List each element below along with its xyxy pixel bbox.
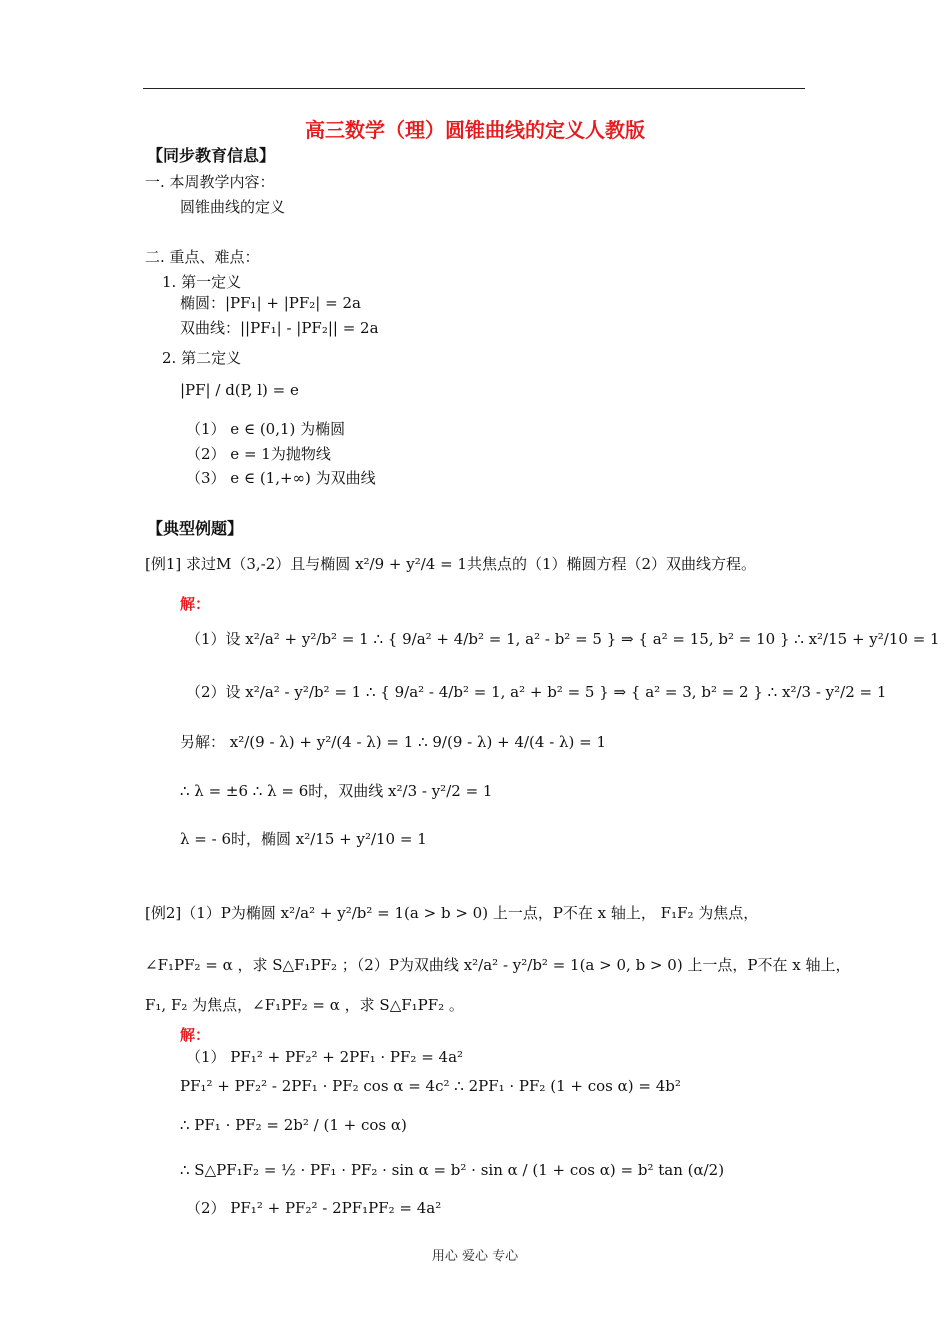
formula-line: （1） e ∈ (0,1) 为椭圆 (186, 420, 346, 438)
section-heading-examples: 【典型例题】 (147, 519, 244, 538)
example-line: [例1] 求过M（3,-2）且与椭圆 x²/9 + y²/4 = 1共焦点的（1）椭圆方程（2）双曲线方程。 (145, 555, 757, 573)
text-line: 1. 第一定义 (162, 273, 242, 291)
text-line: 圆锥曲线的定义 (180, 198, 286, 216)
example-line: [例2]（1）P为椭圆 x²/a² + y²/b² = 1(a > b > 0) 上一点，P不在 x 轴上， F₁F₂ 为焦点， (145, 904, 759, 922)
page-title: 高三数学（理）圆锥曲线的定义人教版 (305, 118, 645, 142)
section-heading-sync: 【同步教育信息】 (147, 146, 276, 165)
formula-line: （1） PF₁² + PF₂² + 2PF₁ · PF₂ = 4a² (186, 1048, 464, 1066)
formula-line: 双曲线：||PF₁| - |PF₂|| = 2a (180, 319, 379, 337)
example-line: F₁, F₂ 为焦点，∠F₁PF₂ = α ，求 S△F₁PF₂ 。 (145, 996, 464, 1014)
formula-line: PF₁² + PF₂² - 2PF₁ · PF₂ cos α = 4c² ∴ 2PF₁ · PF₂ (1 + cos α) = 4b² (180, 1077, 681, 1095)
formula-line: （3） e ∈ (1,+∞) 为双曲线 (186, 469, 376, 487)
formula-line: 另解： x²/(9 - λ) + y²/(4 - λ) = 1 ∴ 9/(9 - λ) + 4/(4 - λ) = 1 (180, 733, 607, 751)
formula-line: ∴ PF₁ · PF₂ = 2b² / (1 + cos α) (180, 1116, 407, 1134)
formula-line: ∴ S△PF₁F₂ = ½ · PF₁ · PF₂ · sin α = b² · sin α / (1 + cos α) = b² tan (α/2) (180, 1161, 725, 1179)
formula-line: ∴ λ = ±6 ∴ λ = 6时，双曲线 x²/3 - y²/2 = 1 (180, 782, 493, 800)
text-line: 一. 本周教学内容： (145, 173, 275, 191)
formula-line: （2） e = 1为抛物线 (186, 445, 331, 463)
formula-line: （1）设 x²/a² + y²/b² = 1 ∴ { 9/a² + 4/b² = 1, a² - b² = 5 } ⇒ { a² = 15, b² = 10 } ∴ x²/15 + y²/10 = 1 (186, 630, 940, 648)
formula-line: （2）设 x²/a² - y²/b² = 1 ∴ { 9/a² - 4/b² = 1, a² + b² = 5 } ⇒ { a² = 3, b² = 2 } ∴ x²/3 - y²/2 = 1 (186, 683, 887, 701)
formula-line: 椭圆：|PF₁| + |PF₂| = 2a (180, 294, 361, 312)
formula-line: λ = - 6时，椭圆 x²/15 + y²/10 = 1 (180, 830, 427, 848)
page-footer: 用心 爱心 专心 (431, 1249, 519, 1264)
example-line: ∠F₁PF₂ = α ，求 S△F₁PF₂ ；（2）P为双曲线 x²/a² - y²/b² = 1(a > 0, b > 0) 上一点，P不在 x 轴上， (145, 956, 851, 974)
text-line: 2. 第二定义 (162, 349, 242, 367)
header-rule (143, 88, 805, 89)
solution-label: 解： (180, 595, 211, 613)
text-line: 二. 重点、难点： (145, 248, 260, 266)
formula-line: （2） PF₁² + PF₂² - 2PF₁PF₂ = 4a² (186, 1199, 442, 1217)
solution-label: 解： (180, 1026, 211, 1044)
formula-line: |PF| / d(P, l) = e (180, 381, 299, 399)
